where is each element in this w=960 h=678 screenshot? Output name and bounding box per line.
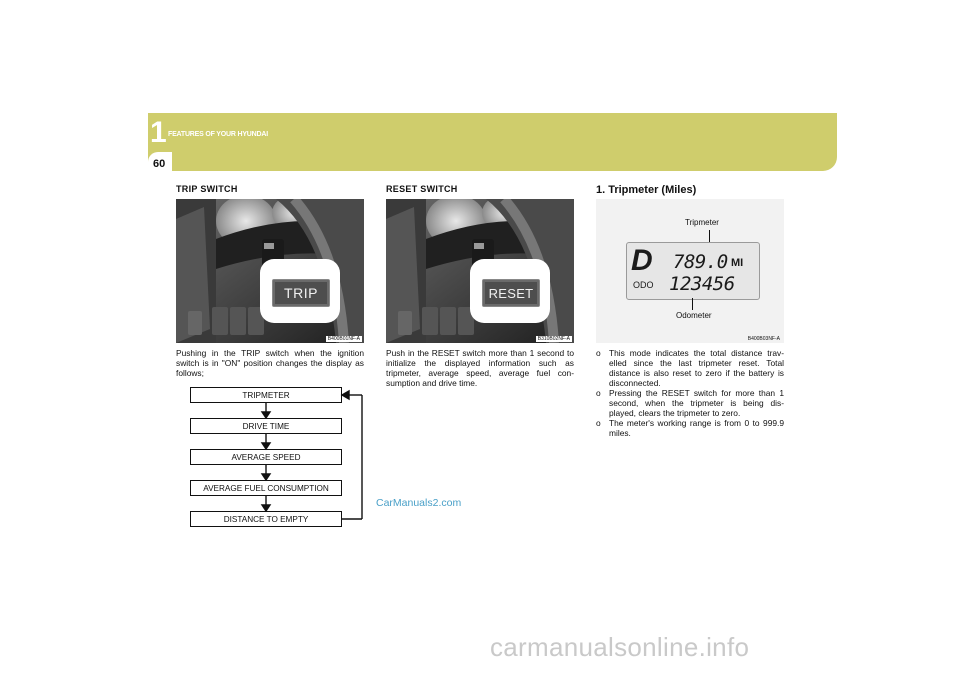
chapter-title: FEATURES OF YOUR HYUNDAI [168, 131, 268, 138]
reset-figure-code: B310B02NF-A [537, 336, 570, 342]
flow-arrows [186, 385, 376, 531]
odometer-callout-line [692, 298, 693, 310]
lcd-display [626, 242, 760, 300]
flow-average-speed: AVERAGE SPEED [190, 449, 342, 465]
flow-tripmeter: TRIPMETER [190, 387, 342, 403]
reset-button: RESET [482, 279, 540, 307]
watermark-carmanualsonline: carmanualsonline.info [490, 632, 750, 662]
lcd-unit: MI [731, 257, 744, 269]
flow-drive-time: DRIVE TIME [190, 418, 342, 434]
reset-switch-photo [386, 199, 574, 343]
trip-switch-title: TRIP SWITCH [176, 184, 238, 194]
trip-switch-photo [176, 199, 364, 343]
flow-average-fuel-consumption: AVERAGE FUEL CONSUMPTION [190, 480, 342, 496]
lcd-odo-value: 123456 [669, 273, 735, 295]
tripmeter-figure-code: B400B03NF-A [747, 336, 780, 342]
trip-switch-description: Pushing in the TRIP switch when the ignition switch is in "ON" position changes the display as follows; [176, 348, 364, 378]
list-item: o This mode indicates the total distance trav- elled since the last tripmeter reset. Total distance is also reset to zero if the battery is disconnected. [596, 348, 784, 388]
list-item: o Pressing the RESET switch for more than 1 second, when the tripmeter is being dis- played, clears the tripmeter to zero. [596, 388, 784, 418]
list-item: o The meter's working range is from 0 to 999.9 miles. [596, 418, 784, 438]
lcd-gear-indicator: D [631, 244, 653, 277]
reset-switch-description: Push in the RESET switch more than 1 second to initialize the displayed information such as tripmeter, average speed, average fuel con- sumption and drive time. [386, 348, 574, 388]
lcd-trip-value: 789.0 [673, 251, 728, 273]
tripmeter-bullet-list [596, 348, 784, 438]
trip-figure-code: B400B01NF-A [327, 336, 360, 342]
lcd-odo-label: ODO [633, 280, 654, 290]
chapter-number: 1 [150, 116, 167, 149]
tripmeter-callout-label: Tripmeter [685, 218, 719, 227]
odometer-callout-label: Odometer [676, 311, 712, 320]
header-band [148, 113, 837, 171]
trip-button: TRIP [272, 279, 330, 307]
watermark-carmanuals2[interactable]: CarManuals2.com [376, 497, 462, 509]
tripmeter-figure [596, 199, 784, 343]
page-number: 60 [153, 158, 166, 170]
flow-distance-to-empty: DISTANCE TO EMPTY [190, 511, 342, 527]
tripmeter-title: 1. Tripmeter (Miles) [596, 184, 697, 196]
reset-switch-title: RESET SWITCH [386, 184, 458, 194]
